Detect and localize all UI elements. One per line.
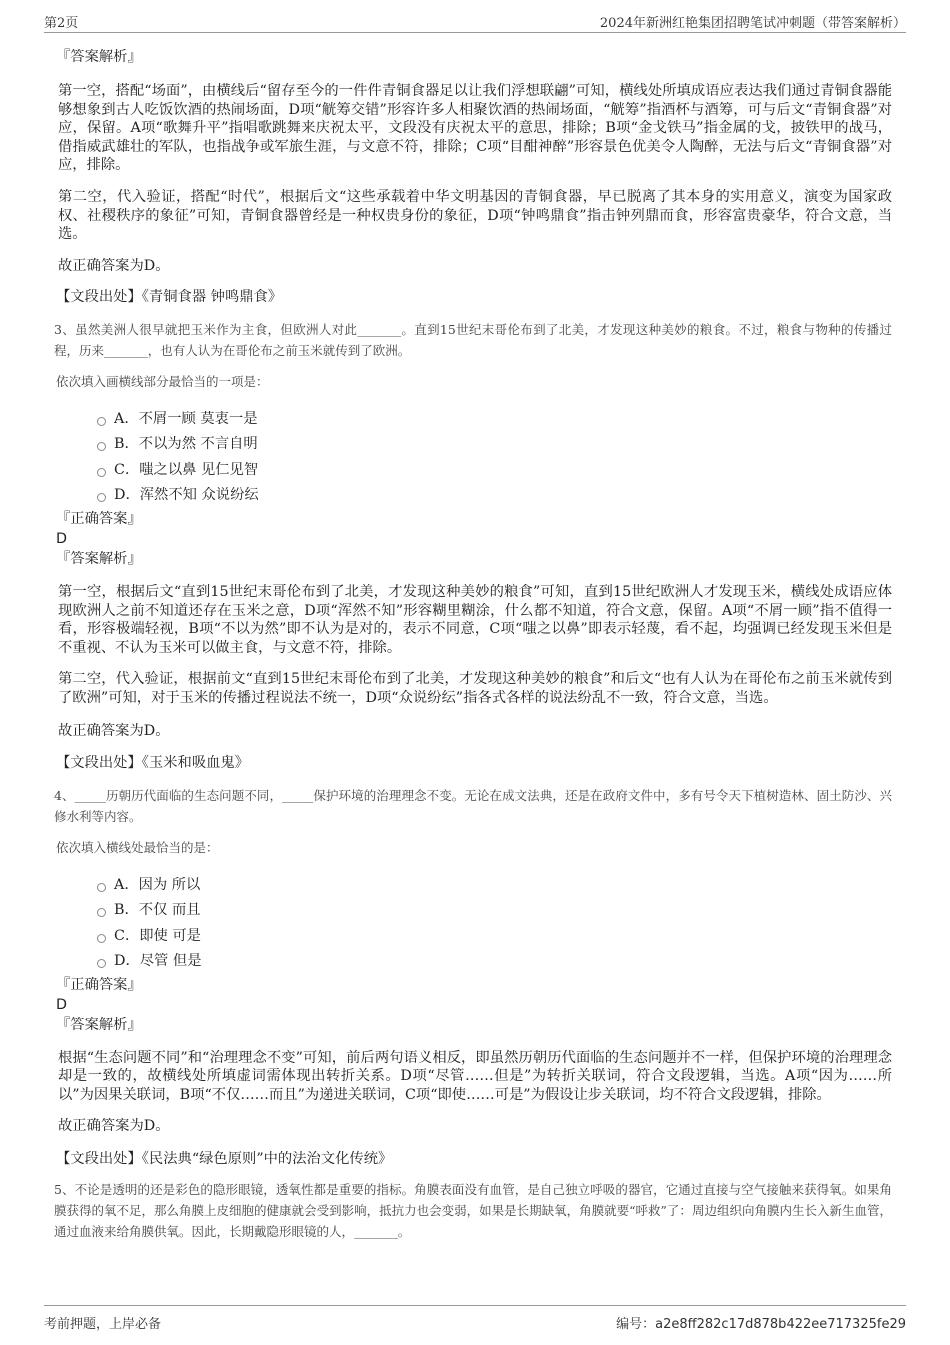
radio-button[interactable] (97, 934, 106, 943)
option-c[interactable]: C．即使 可是 (56, 924, 892, 950)
correct-answer: D (56, 530, 68, 547)
option-d[interactable]: D．尽管 但是 (56, 949, 892, 975)
radio-button[interactable] (97, 883, 106, 892)
page-footer (44, 1305, 906, 1332)
analysis-paragraph: 第一空，根据后文“直到15世纪末哥伦布到了北美，才发现这种美妙的粮食”可知，直到15世纪欧洲人才发现玉米，横线处成语应体现欧洲人之前不知道还存在玉米之意，D项“浑然不知”形容糊里糊涂，什么都不知道，符合文意，保留。A项“不屑一顾”指不值得一看，形容极端轻视，B项“不以为然”即不认为是对的，表示不同意，C项“嗤之以鼻”即表示轻蔑，看不起，均强调已经发现玉米但是不重视、不认为玉米可以做主食，与文意不符，排除。 (58, 583, 892, 656)
analysis-label: 『答案解析』 (56, 550, 142, 567)
option-b[interactable]: B．不以为然 不言自明 (56, 432, 892, 458)
footer-slogan: 考前押题，上岸必备 (44, 1317, 162, 1332)
analysis-paragraph: 第一空，搭配“场面”，由横线后“留存至今的一件件青铜食器足以让我们浮想联翩”可知，横线处所填成语应表达我们通过青铜食器能够想象到古人吃饭饮酒的热闹场面，D项“觥筹交错”形容许多人相聚饮酒的热闹场面，“觥筹”指酒杯与酒筹，可与后文“青铜食器”对应，保留。A项“歌舞升平”指唱歌跳舞来庆祝太平，文段没有庆祝太平的意思，排除；B项“金戈铁马”指金属的戈，披铁甲的战马，借指威武雄壮的军队，也指战争或军旅生涯，与文意不符，排除；C项“目酣神醉”形容景色优美令人陶醉，无法与后文“青铜食器”对应，排除。 (58, 83, 892, 174)
correct-answer-label: 『正确答案』 (56, 976, 142, 993)
analysis-paragraph: 第二空，代入验证，搭配“时代”，根据后文“这些承载着中华文明基因的青铜食器，早已脱离了其本身的实用意义，演变为国家政权、社稷秩序的象征”可知，青铜食器曾经是一种权贵身份的象征，D项“钟鸣鼎食”指击钟列鼎而食，形容富贵豪华，符合文意，当选。 (58, 188, 892, 243)
question-stem: 3、虽然美洲人很早就把玉米作为主食，但欧洲人对此_______。直到15世纪末哥伦布到了北美，才发现这种美妙的粮食。不过，粮食与物种的传播过程，历来_______，也有人认为在哥伦布之前玉米就传到了欧洲。 (54, 321, 892, 358)
document-code (616, 1313, 906, 1332)
analysis-paragraph: 根据“生态问题不同”和“治理理念不变”可知，前后两句语义相反，即虽然历朝历代面临的生态问题并不一样，但保护环境的治理理念却是一致的，故横线处所填虚词需体现出转折关系。D项“尽管……但是”为转折关联词，符合文段逻辑，当选。A项“因为……所以”为因果关联词，B项“不仅……而且”为递进关联词，C项“即使……可是”为假设让步关联词，均不符合文段逻辑，排除。 (58, 1049, 892, 1103)
source-citation: 【文段出处】《青铜食器 钟鸣鼎食》 (56, 289, 283, 306)
page-content (56, 42, 892, 1242)
question-instruction: 依次填入画横线部分最恰当的一项是： (56, 373, 269, 389)
document-title: 2024年新洲红艳集团招聘笔试冲刺题（带答案解析） (599, 16, 906, 31)
conclusion: 故正确答案为D。 (58, 1118, 170, 1135)
option-list (56, 873, 892, 975)
option-b[interactable]: B．不仅 而且 (56, 898, 892, 924)
option-list (56, 407, 892, 509)
question-stem: 4、_____历朝历代面临的生态问题不同，_____保护环境的治理理念不变。无论在成文法典，还是在政府文件中，多有号令天下植树造林、固土防沙、兴修水利等内容。 (54, 787, 892, 824)
question-stem: 5、不论是透明的还是彩色的隐形眼镜，透氧性都是重要的指标。角膜表面没有血管，是自己独立呼吸的器官，它通过直接与空气接触来获得氧。如果角膜获得的氧不足，那么角膜上皮细胞的健康就会受到影响，抵抗力也会变弱，如果是长期缺氧，角膜就要“呼救”了：周边组织向角膜内生长入新生血管，通过血液来给角膜供氧。因此，长期戴隐形眼镜的人，_______。 (54, 1181, 892, 1239)
option-a[interactable]: A．因为 所以 (56, 873, 892, 899)
page-header (44, 10, 906, 33)
radio-button[interactable] (97, 442, 106, 451)
radio-button[interactable] (97, 493, 106, 502)
option-d[interactable]: D．浑然不知 众说纷纭 (56, 483, 892, 509)
option-c[interactable]: C．嗤之以鼻 见仁见智 (56, 458, 892, 484)
radio-button[interactable] (97, 417, 106, 426)
conclusion: 故正确答案为D。 (58, 722, 170, 739)
question-instruction: 依次填入横线处最恰当的是： (56, 839, 219, 855)
correct-answer-label: 『正确答案』 (56, 510, 142, 527)
code-value: a2e8ff282c17d878b422ee717325fe29 (655, 1317, 906, 1332)
source-citation: 【文段出处】《玉米和吸血鬼》 (56, 755, 250, 772)
page-number: 第2页 (44, 16, 79, 31)
source-citation: 【文段出处】《民法典“绿色原则”中的法治文化传统》 (56, 1151, 393, 1168)
conclusion: 故正确答案为D。 (58, 257, 170, 274)
radio-button[interactable] (97, 908, 106, 917)
analysis-label: 『答案解析』 (56, 49, 142, 65)
option-a[interactable]: A．不屑一顾 莫衷一是 (56, 407, 892, 433)
radio-button[interactable] (97, 959, 106, 968)
analysis-paragraph: 第二空，代入验证，根据前文“直到15世纪末哥伦布到了北美，才发现这种美妙的粮食”和后文“也有人认为在哥伦布之前玉米就传到了欧洲”可知，对于玉米的传播过程说法不统一，D项“众说纷纭”指各式各样的说法纷乱不一致，符合文意，当选。 (58, 671, 892, 706)
correct-answer: D (56, 996, 68, 1013)
radio-button[interactable] (97, 468, 106, 477)
analysis-label: 『答案解析』 (56, 1016, 142, 1033)
code-label: 编号： (616, 1317, 656, 1332)
